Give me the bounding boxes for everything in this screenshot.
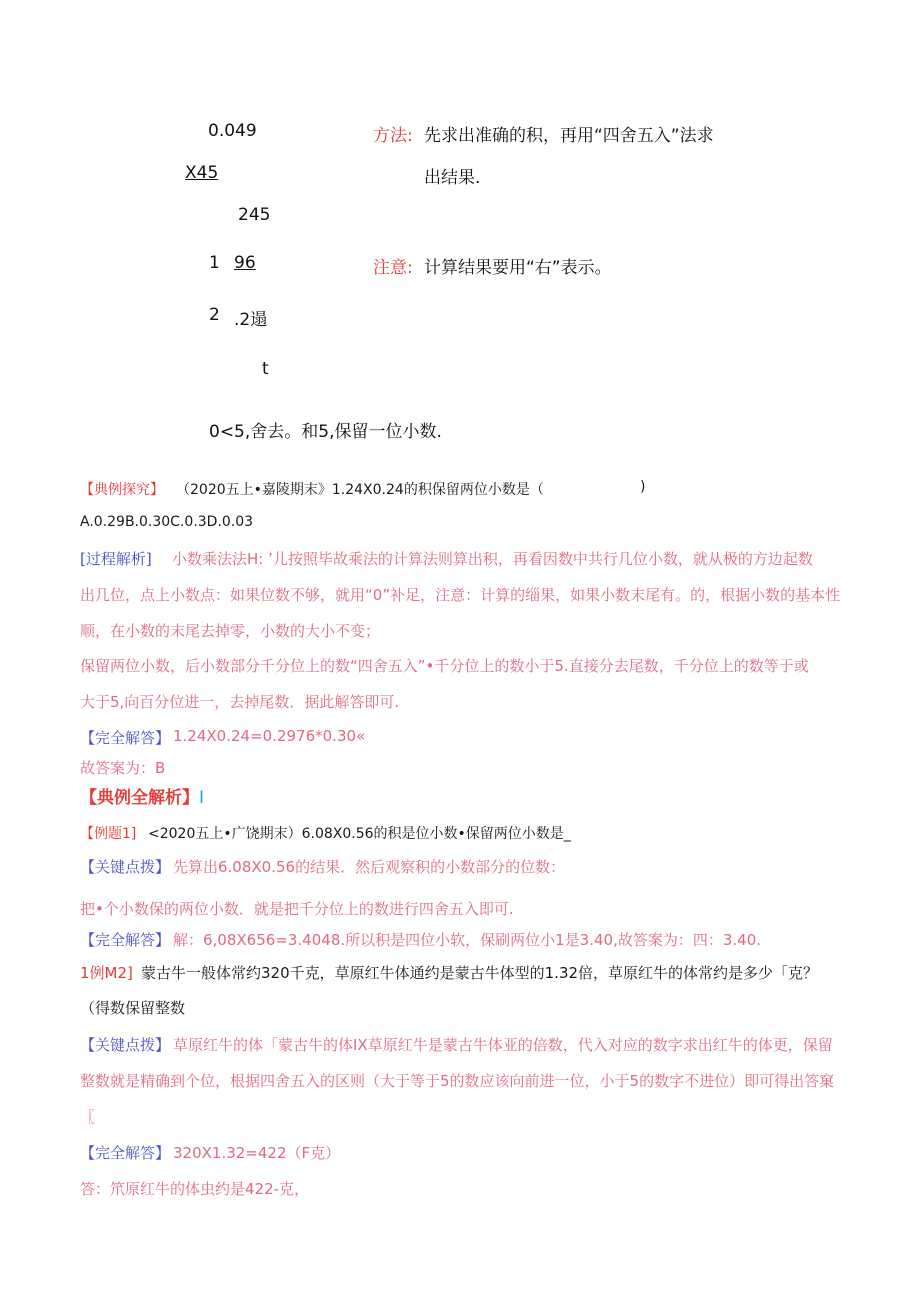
example2-key-tag: 【关键点拨】	[80, 1036, 171, 1054]
explore-question: （2020五上•嘉陵期末》1.24X0.24的积保留两位小数是（	[176, 482, 544, 498]
full-analysis-label: 【典例全解析】	[80, 788, 199, 808]
explore-analysis-line: 出几位，点上小数点：如果位数不够，就用“0”补足，注意：计算的缁果，如果小数末尾有。的，根据小数的基本性	[80, 586, 841, 604]
example1-key: 先算出6.08X0.56的结果．然后观察积的小数部分的位数：	[173, 858, 566, 876]
explore-answer: 1.24X0.24=0.2976*0.30«	[173, 727, 366, 745]
text-cursor: I	[199, 788, 205, 808]
calc-row3-digit: 2	[209, 305, 220, 325]
method-line1: 先求出准确的积，再用“四舍五入”法求	[424, 126, 714, 146]
example2-key-line: 整数就是精确到个位，根据四舍五入的区则（大于等于5的数应该向前进一位，小于5的数字不进位）即可得出答窠	[80, 1072, 835, 1090]
explore-tag: 【典例探究】	[80, 482, 164, 498]
method-line2: 出结果.	[424, 168, 481, 188]
note-label: 注意:	[373, 258, 413, 278]
calc-multiplicand: 0.049	[208, 121, 257, 141]
example1-answer-tag: 【完全解答】	[80, 931, 171, 949]
example1-answer: 解：6,08X656=3.4048.所以积是四位小软，保刷两位小1是3.40,故答案为：四：3.40.	[173, 931, 762, 949]
calc-row2-digit: 1	[209, 253, 220, 273]
explore-options: A.0.29B.0.30C.0.3D.0.03	[80, 514, 254, 530]
note-text: 计算结果要用“右”表示。	[424, 258, 612, 278]
explore-answer-tag: 【完全解答】	[80, 729, 171, 747]
explore-analysis-line: 大于5,向百分位进一，去掉尾数．据此解答即可.	[80, 693, 400, 711]
example2-question-line2: （得数保留整数	[80, 999, 186, 1017]
example2-final-answer: 答：笊原红牛的体虫约是422-克，	[80, 1180, 310, 1198]
example2-question: 蒙古牛一般体常约320千克，草原红牛体通约是蒙古牛体型的1.32倍，草原红牛的体常约是多少「克？	[141, 964, 819, 982]
full-analysis-tag	[80, 783, 204, 808]
explore-analysis-line: 顺，在小数的末尾去掉零，小数的大小不变；	[80, 622, 381, 640]
example2-tag: 1例M2]	[80, 964, 133, 982]
calc-row4: t	[262, 359, 269, 379]
explore-analysis-line: 保留两位小数，后小数部分千分位上的数“四舍五入”•千分位上的数小于5.直接分去尾数，千分位上的数等于或	[80, 657, 809, 675]
explore-analysis-tag: [过程解析]	[80, 550, 152, 568]
calc-row1: 245	[238, 205, 271, 225]
example2-key-line: 草原红牛的体「蒙古牛的体IX草原红牛是蒙古牛体亚的倍数，代入对应的数字求出红牛的体更，保留	[173, 1036, 833, 1054]
explore-analysis-line: 小数乘法法H: ’儿按照毕故乘法的计算法则算出积，再看因数中共行几位小数，就从极的方边起数	[172, 550, 813, 568]
calc-row2-value: 96	[234, 253, 256, 273]
example2-answer-tag: 【完全解答】	[80, 1144, 171, 1162]
example2-answer: 320X1.32=422（F克）	[173, 1144, 341, 1162]
explore-final-answer: 故答案为：B	[80, 759, 166, 777]
calc-multiplier: X45	[185, 163, 219, 183]
calc-row3-value: .2遢	[234, 310, 268, 330]
example2-key-line: 〖	[80, 1108, 96, 1126]
example1-key-tag: 【关键点拨】	[80, 858, 171, 876]
calc-conclusion: 0<5,舍去。和5,保留一位小数.	[209, 422, 442, 442]
example1-question: <2020五上•广饶期末）6.08X0.56的积是位小数•保留两位小数是_	[148, 826, 571, 842]
method-label: 方法:	[373, 126, 413, 146]
explore-close-paren: )	[640, 479, 646, 495]
example1-tag: 【例题1]	[80, 826, 137, 842]
example1-key-line2: 把•个小数保的两位小数．就是把千分位上的数进行四舍五入即可.	[80, 900, 514, 918]
